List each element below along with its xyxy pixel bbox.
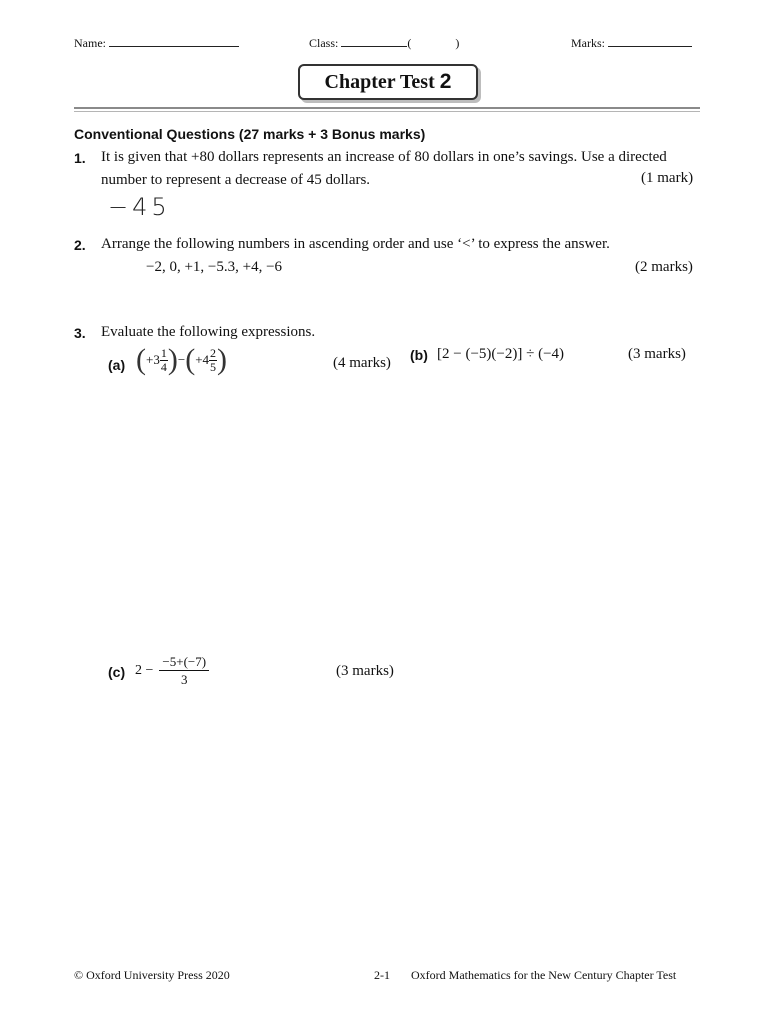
- q3a-term1-numerator: 1: [160, 345, 167, 360]
- q2-text: Arrange the following numbers in ascending order and use ‘<’ to express the answer.: [101, 236, 610, 252]
- q3a-close-paren-2: ): [217, 343, 228, 376]
- q3c-marks: (3 marks): [336, 663, 394, 679]
- q3c-numerator: −5+(−7): [159, 653, 209, 671]
- name-field: [74, 35, 239, 51]
- class-number-close: ): [455, 36, 460, 50]
- q3b-label: (b): [410, 347, 428, 363]
- q3a-open-paren-1: (: [136, 343, 146, 376]
- q1-marks: (1 mark): [641, 170, 694, 186]
- section-heading: Conventional Questions (27 marks + 3 Bonus marks): [74, 126, 426, 142]
- q3a-open-paren-2: (: [185, 343, 196, 376]
- q3a-term2-whole: +4: [195, 352, 210, 367]
- q3a-close-paren-1: ): [167, 343, 178, 376]
- name-blank[interactable]: [109, 35, 239, 47]
- q3c-denominator: 3: [180, 672, 188, 687]
- q2-marks: (2 marks): [635, 259, 693, 275]
- q3a-term1-fraction: [160, 347, 168, 374]
- class-label: Class:: [309, 36, 339, 50]
- marks-field: [571, 35, 692, 51]
- footer-copyright: © Oxford University Press 2020: [74, 968, 230, 982]
- q3-text: Evaluate the following expressions.: [101, 324, 316, 340]
- q3a-expression: [136, 345, 227, 375]
- chapter-title-box: [298, 64, 478, 100]
- q2-number: 2.: [74, 237, 86, 253]
- class-field: [309, 35, 459, 51]
- class-number-open: (: [407, 36, 412, 50]
- q3a-label: (a): [108, 357, 126, 373]
- q1-line2: number to represent a decrease of 45 dollars.: [101, 172, 371, 188]
- q3-number: 3.: [74, 325, 86, 341]
- q3c-fraction: [159, 653, 209, 688]
- class-blank[interactable]: [341, 35, 407, 47]
- q3a-term2-numerator: 2: [210, 345, 217, 360]
- q3a-term1-denominator: 4: [160, 359, 167, 374]
- q3a-minus: −: [177, 352, 186, 367]
- q3a-term2-fraction: [209, 347, 217, 374]
- q3c-label: (c): [108, 664, 126, 680]
- marks-blank[interactable]: [608, 35, 692, 47]
- title-divider-shadow: [74, 111, 700, 112]
- footer-page-number: 2-1: [374, 968, 390, 982]
- q3a-marks: (4 marks): [333, 355, 391, 371]
- footer-book-title: Oxford Mathematics for the New Century Chapter Test: [411, 968, 677, 982]
- q1-number: 1.: [74, 150, 86, 166]
- name-label: Name:: [74, 36, 106, 50]
- chapter-title-text: Chapter Test: [324, 70, 435, 93]
- q3b-expression: [2 − (−5)(−2)] ÷ (−4): [437, 346, 565, 362]
- marks-label: Marks:: [571, 36, 605, 50]
- chapter-title-number: 2: [439, 70, 452, 93]
- q1-line1: It is given that +80 dollars represents an increase of 80 dollars in one’s savings. Use a directed: [101, 149, 667, 165]
- q2-numbers: −2, 0, +1, −5.3, +4, −6: [146, 259, 283, 275]
- q1-handwritten-answer: −45: [108, 193, 171, 221]
- q3c-lead: 2 −: [135, 662, 154, 678]
- q3b-marks: (3 marks): [628, 346, 686, 362]
- q3c-expression: [135, 653, 209, 688]
- title-divider: [74, 107, 700, 109]
- q3a-term1-whole: +3: [146, 352, 160, 367]
- q3a-term2-denominator: 5: [210, 359, 217, 374]
